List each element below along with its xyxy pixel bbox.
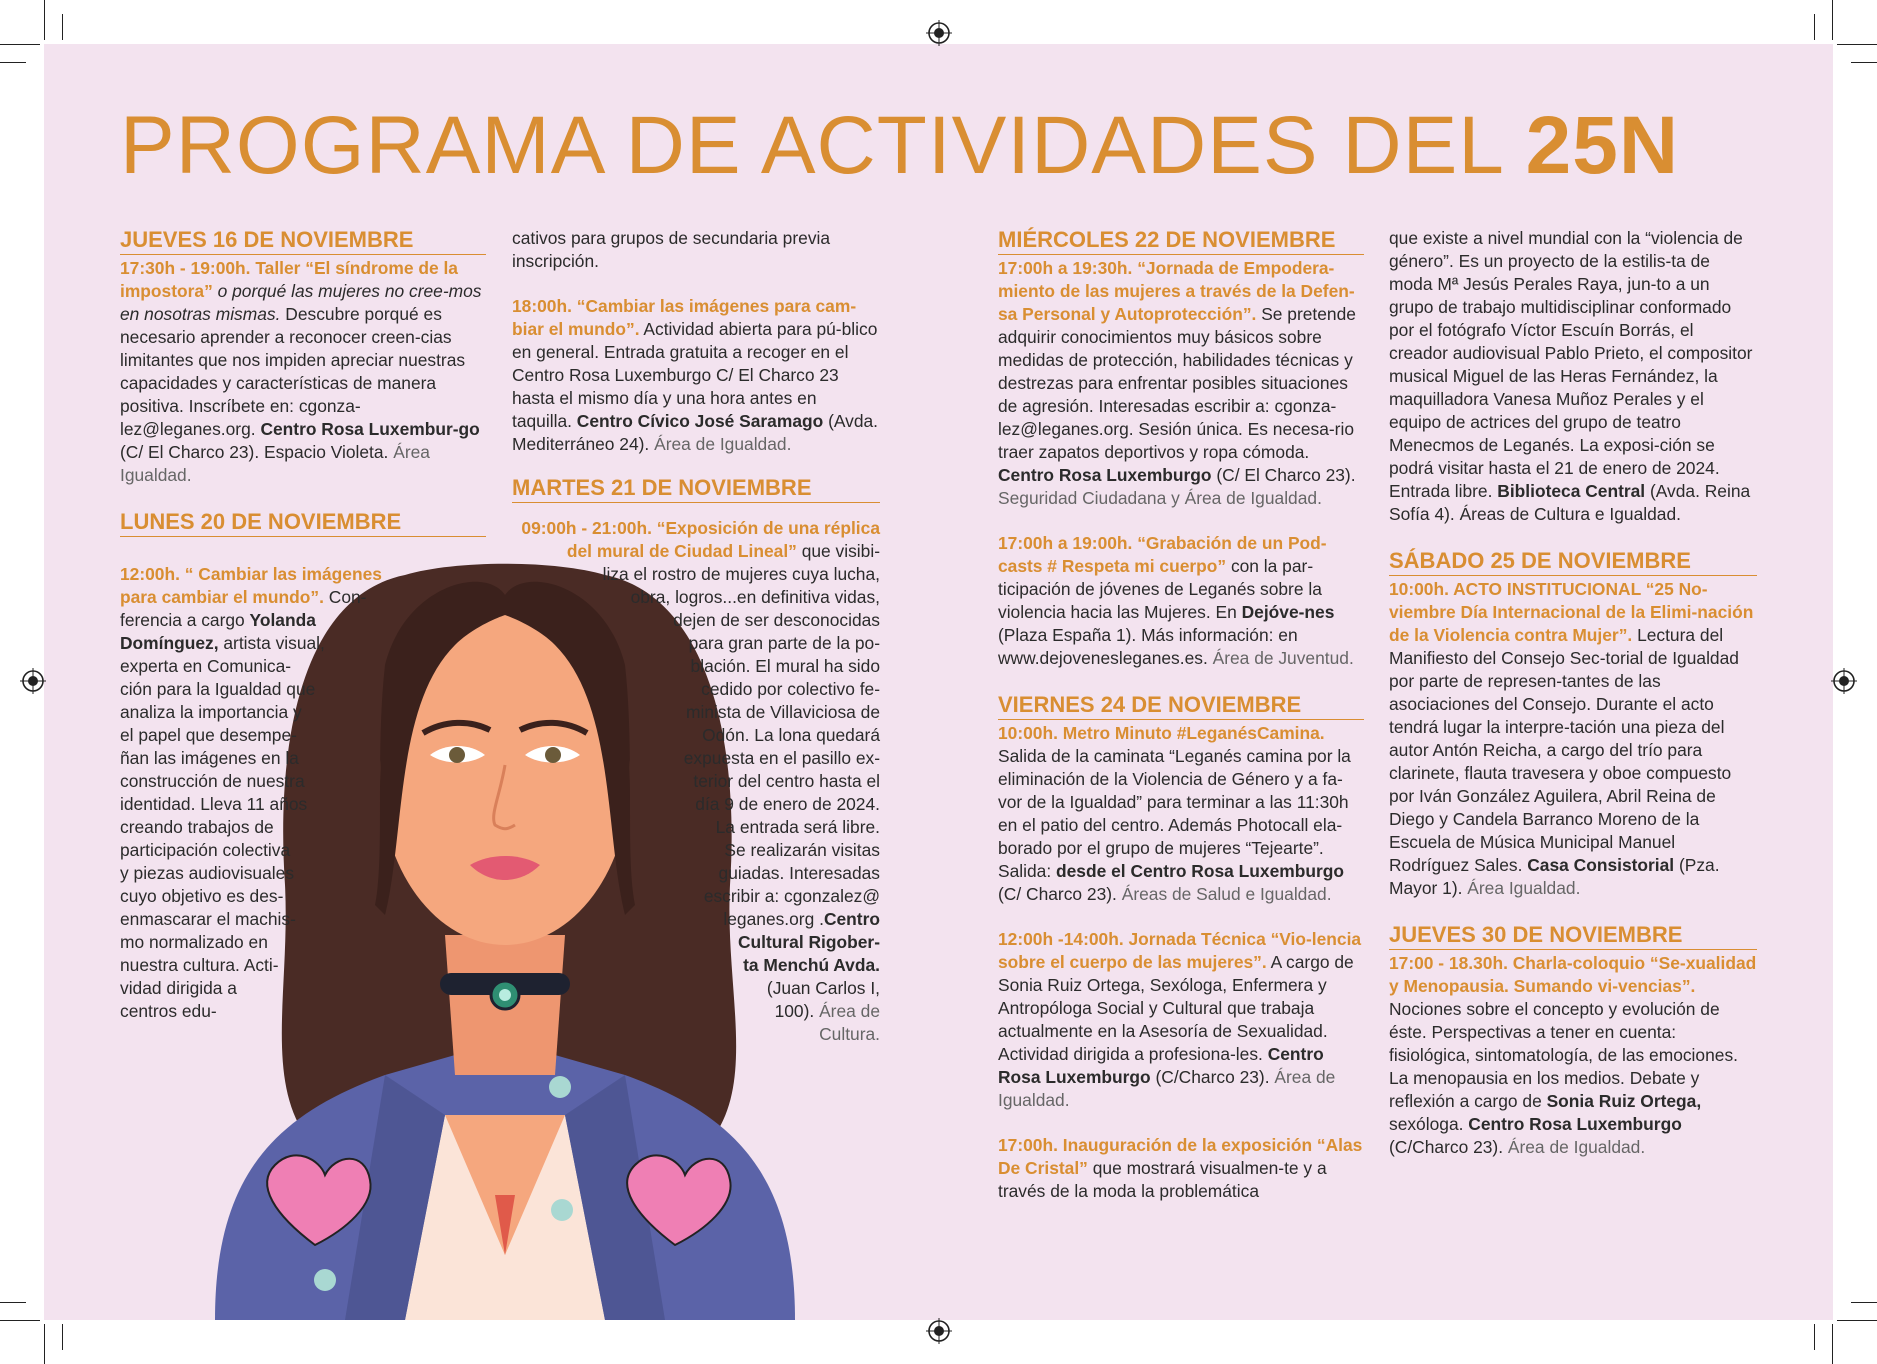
event-description: 12:00h -14:00h. Jornada Técnica “Vio-lencia sobre el cuerpo de las mujeres”. A cargo de Sonia Ruiz Ortega, Sexóloga, Enfermera y Antropóloga Social y Cultural que trabaja actualmente en la Asesoría de Sexualidad. Actividad dirigida a profesiona-les. Centro Rosa Luxemburgo (C/Charco 23). Área de Igualdad. xyxy=(998,929,1362,1110)
registration-mark-top-icon xyxy=(926,20,952,46)
area-label: Área de Igualdad. xyxy=(654,434,792,454)
speaker: Sonia Ruiz Ortega, xyxy=(1546,1091,1702,1111)
day-heading: MIÉRCOLES 22 DE NOVIEMBRE xyxy=(998,227,1364,255)
day-heading: VIERNES 24 DE NOVIEMBRE xyxy=(998,692,1364,720)
venue: Centro Rosa Luxemburgo xyxy=(998,1044,1324,1087)
area-label: Áreas de Salud e Igualdad. xyxy=(1121,884,1332,904)
day-heading: JUEVES 30 DE NOVIEMBRE xyxy=(1389,922,1757,950)
crop-mark xyxy=(1837,44,1877,45)
event-description: 10:00h. ACTO INSTITUCIONAL “25 No-viembre Día Internacional de la Elimi-nación de la Violencia contra Mujer”. Lectura del Manifiesto del Consejo Sec-torial de Igualdad por parte de represen-tantes de las asociaciones del Consejo. Durante el acto tendrá lugar la interpre-tación una pieza del autor Antón Reicha, a cargo del trío para clarinete, flauta travesera y oboe compuesto por Iván González Aguilera, Abril Reina de Diego y Candela Barranco Moreno de la Escuela de Música Municipal Manuel Rodríguez Sales. Casa Consistorial (Pza. Mayor 1). Área Igualdad. xyxy=(1389,579,1754,898)
crop-mark xyxy=(44,0,45,40)
day-heading: LUNES 20 DE NOVIEMBRE xyxy=(120,509,486,537)
event-title: 10:00h. ACTO INSTITUCIONAL “25 No-viembre Día Internacional de la Elimi-nación de la Violencia contra Mujer”. xyxy=(1389,579,1754,645)
event-description: 17:00h. Inauguración de la exposición “Alas De Cristal” que mostrará visualmen-te y a través de la moda la problemática xyxy=(998,1135,1363,1201)
crop-mark xyxy=(1832,1324,1833,1364)
crop-mark xyxy=(1814,1324,1815,1350)
event-description: 17:00 - 18.30h. Charla-coloquio “Se-xualidad y Menopausia. Sumando vi-vencias”. Nociones sobre el concepto y evolución de éste. Perspectivas a tener en cuenta: fisiológica, sintomatología, de las emociones. La menopausia en los medios. Debate y reflexión a cargo de Sonia Ruiz Ortega, sexóloga. Centro Rosa Luxemburgo (C/Charco 23). Área de Igualdad. xyxy=(1389,953,1757,1157)
registration-mark-bottom-icon xyxy=(926,1318,952,1344)
title-bold: 25N xyxy=(1525,100,1680,191)
area-label: Seguridad Ciudadana y Área de Igualdad. xyxy=(998,488,1322,508)
area-label: Área de Igualdad. xyxy=(998,1067,1336,1110)
venue: Dejóve-nes xyxy=(1241,602,1335,622)
crop-mark xyxy=(44,1324,45,1364)
event-title: 10:00h. Metro Minuto #LeganésCamina. xyxy=(998,723,1325,743)
column-4 xyxy=(1389,227,1757,1181)
column-2 xyxy=(512,227,880,478)
crop-mark xyxy=(62,14,63,40)
venue: Centro Cívico José Saramago xyxy=(576,411,824,431)
event-description: 17:30h - 19:00h. Taller “El síndrome de la impostora” o porqué las mujeres no cree-mos en nosotras mismas. Descubre porqué es necesario aprender a reconocer creen-cias limitantes que nos impiden apreciar nuestras capacidades y características de manera positiva. Inscríbete en: cgonza-lez@leganes.org. Centro Rosa Luxembur-go (C/ El Charco 23). Espacio Violeta. Área Igualdad. xyxy=(120,258,482,485)
event-title: 17:00h. Inauguración de la exposición “Alas De Cristal” xyxy=(998,1135,1363,1178)
day-heading: MARTES 21 DE NOVIEMBRE xyxy=(512,475,880,503)
venue: Centro Rosa Luxemburgo xyxy=(1468,1114,1682,1134)
crop-mark xyxy=(1851,62,1877,63)
crop-mark xyxy=(62,1324,63,1350)
crop-mark xyxy=(0,62,26,63)
event-description: cativos para grupos de secundaria previa inscripción. xyxy=(512,228,831,271)
event-title: 12:00h -14:00h. Jornada Técnica “Vio-lencia sobre el cuerpo de las mujeres”. xyxy=(998,929,1362,972)
venue: Biblioteca Central xyxy=(1497,481,1646,501)
crop-mark xyxy=(0,1302,26,1303)
page-title: PROGRAMA DE ACTIVIDADES DEL 25N xyxy=(120,100,1680,191)
venue: Centro Rosa Luxembur-go xyxy=(260,419,480,439)
event-description-wrapped: 12:00h. “ Cambiar las imágenes para cambiar el mundo”. Con- ferencia a cargo Yolanda Domínguez, artista visual, experta en Comunica- ción para la Igualdad que analiza la importancia y el papel que desempe- ñan las imágenes en la construcción de nuestra identidad. Lleva 11 años creando trabajos de participación colectiva y piezas audiovisuales cuyo objetivo es des- enmascarar el machis- mo normalizado en nuestra cultura. Acti- vidad dirigida a centros edu- xyxy=(120,564,382,1021)
event-title: 18:00h. “Cambiar las imágenes para cam-biar el mundo”. xyxy=(512,296,857,339)
event-description: 18:00h. “Cambiar las imágenes para cam-biar el mundo”. Actividad abierta para pú-blico en general. Entrada gratuita a recoger en el Centro Rosa Luxemburgo C/ El Charco 23 hasta el mismo día y una hora antes en taquilla. Centro Cívico José Saramago (Avda. Mediterráneo 24). Área de Igualdad. xyxy=(512,296,879,454)
venue: Casa Consistorial xyxy=(1527,855,1675,875)
crop-mark xyxy=(1837,1320,1877,1321)
event-description: 10:00h. Metro Minuto #LeganésCamina. Salida de la caminata “Leganés camina por la eliminación de la Violencia de Género y a fa-vor de la Igualdad” para terminar a las 11:30h en el patio del centro. Además Photocall ela-borado por el grupo de mujeres “Tejearte”. Salida: desde el Centro Rosa Luxemburgo (C/ Charco 23). Áreas de Salud e Igualdad. xyxy=(998,723,1351,904)
event-title: 17:30h - 19:00h. Taller “El síndrome de la impostora” xyxy=(120,258,458,301)
crop-mark xyxy=(0,44,40,45)
event-title: 17:00h a 19:00h. “Grabación de un Pod-casts # Respeta mi cuerpo” xyxy=(998,533,1327,576)
crop-mark xyxy=(1851,1302,1877,1303)
event-description-wrapped: 09:00h - 21:00h. “Exposición de una réplica del mural de Ciudad Lineal” que visibi- liza el rostro de mujeres cuya lucha, obra, logros...en definitiva vidas, dejen de ser desconocidas para gran parte de la po- blación. El mural ha sido cedido por colectivo fe- minista de Villaviciosa de Odón. La lona quedará expuesta en el pasillo ex- terior del centro hasta el día 9 de enero de 2024. La entrada será libre. Se realizarán visitas guiadas. Interesadas escribir a: cgonzalez@ leganes.org .Centro Cultural Rigober- ta Menchú Avda. (Juan Carlos I, 100). Área de Cultura. xyxy=(521,518,880,1044)
area-label: Área de Igualdad. xyxy=(1507,1137,1646,1157)
crop-mark xyxy=(1814,14,1815,40)
crop-mark xyxy=(0,1320,40,1321)
column-1 xyxy=(120,227,486,539)
column-3 xyxy=(998,227,1364,1225)
day-heading: SÁBADO 25 DE NOVIEMBRE xyxy=(1389,548,1757,576)
registration-mark-right-icon xyxy=(1831,668,1857,694)
day-heading: JUEVES 16 DE NOVIEMBRE xyxy=(120,227,486,255)
crop-mark xyxy=(1832,0,1833,40)
area-label: Área Igualdad. xyxy=(120,442,430,485)
event-description: 17:00h a 19:00h. “Grabación de un Pod-casts # Respeta mi cuerpo” con la par-ticipación de jóvenes de Leganés sobre la violencia hacia las Mujeres. En Dejóve-nes (Plaza España 1). Más información: en www.dejovenesleganes.es. Área de Juventud. xyxy=(998,533,1354,668)
event-title: 17:00h a 19:30h. “Jornada de Empodera-miento de las mujeres a través de la Defen-sa Personal y Autoprotección”. xyxy=(998,258,1355,324)
venue: desde el Centro Rosa Luxemburgo xyxy=(1056,861,1344,881)
area-label: Área de Juventud. xyxy=(1212,648,1354,668)
area-label: Área Igualdad. xyxy=(1467,878,1581,898)
venue: Centro Rosa Luxemburgo xyxy=(998,465,1212,485)
event-description: 17:00h a 19:30h. “Jornada de Empodera-miento de las mujeres a través de la Defen-sa Personal y Autoprotección”. Se pretende adquirir conocimientos muy básicos sobre medidas de protección, habilidades técnicas y destrezas para enfrentar posibles situaciones de agresión. Interesadas escribir a: cgonza-lez@leganes.org. Sesión única. Es necesa-rio traer zapatos deportivos y ropa cómoda. Centro Rosa Luxemburgo (C/ El Charco 23). Seguridad Ciudadana y Área de Igualdad. xyxy=(998,258,1356,508)
registration-mark-left-icon xyxy=(20,668,46,694)
event-title: 17:00 - 18.30h. Charla-coloquio “Se-xualidad y Menopausia. Sumando vi-vencias”. xyxy=(1389,953,1757,996)
event-description: que existe a nivel mundial con la “violencia de género”. Es un proyecto de la estilis-ta de moda Mª Jesús Perales Raya, jun-to a un grupo de trabajo multidisciplinar conformado por el fotógrafo Víctor Escuín Borrás, el creador audiovisual Pablo Prieto, el compositor musical Miguel de las Heras Fernández, la maquilladora Vanesa Muñoz Perales y el equipo de actrices del grupo de teatro Menecmos de Leganés. La exposi-ción se podrá visitar hasta el 21 de enero de 2024. Entrada libre. Biblioteca Central (Avda. Reina Sofía 4). Áreas de Cultura e Igualdad. xyxy=(1389,228,1753,524)
